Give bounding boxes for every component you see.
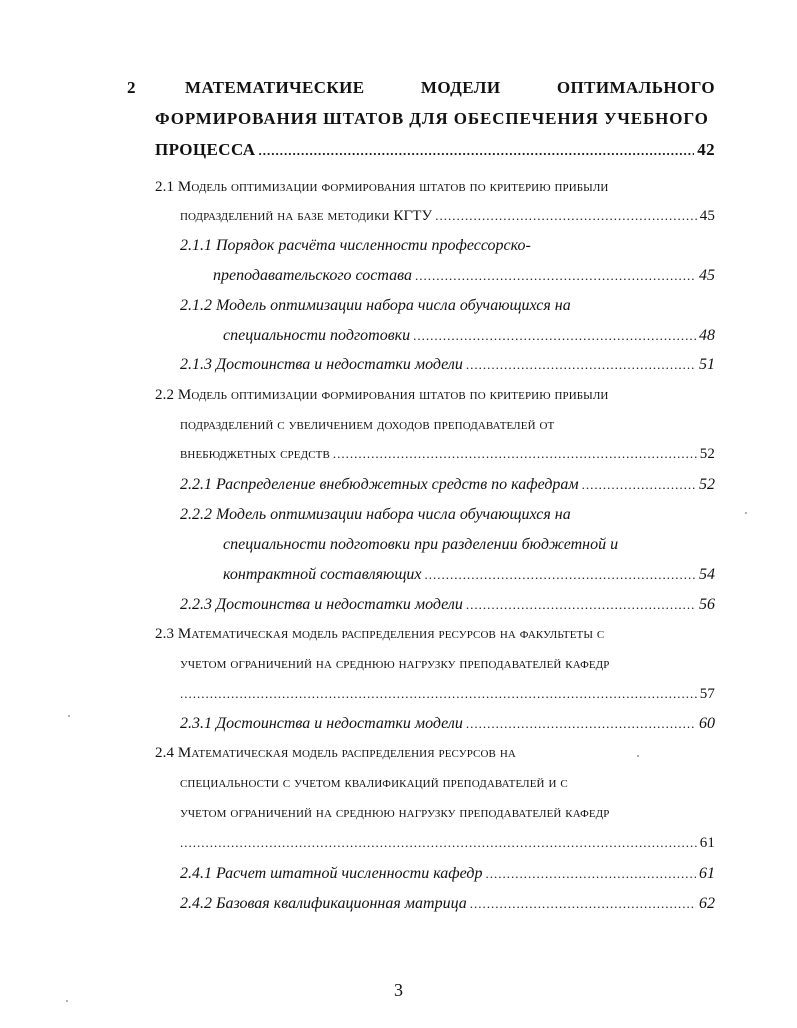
dot-leader: [435, 209, 697, 222]
section-2-3-entry[interactable]: [180, 687, 715, 702]
dot-leader: [180, 687, 697, 700]
section-title: учетом ограничений на среднюю нагрузку преподавателей кафедр: [180, 805, 610, 821]
dot-leader: [333, 447, 697, 460]
subsection-title: 2.1.3 Достоинства и недостатки модели: [180, 356, 463, 373]
dot-leader: [582, 478, 696, 491]
subsection-2-2-3-entry[interactable]: [180, 597, 715, 613]
subsection-2-1-3-entry[interactable]: [180, 357, 715, 373]
subsection-title: специальности подготовки: [223, 327, 411, 344]
dot-leader: [415, 269, 696, 282]
page-ref: 60: [699, 715, 715, 732]
subsection-2-1-2-entry[interactable]: [223, 328, 715, 344]
scan-speck: [637, 755, 639, 757]
page-ref: 52: [699, 476, 715, 493]
dot-leader: [413, 329, 696, 342]
subsection-2-1-2-line-1[interactable]: [180, 298, 571, 314]
chapter-title-word-2: МОДЕЛИ: [420, 78, 501, 97]
subsection-title: контрактной составляющих: [223, 566, 422, 583]
section-title: 2.4 Математическая модель распределения ресурсов на: [155, 745, 516, 761]
chapter-2-entry[interactable]: [155, 141, 715, 158]
subsection-2-2-2-line-2[interactable]: [223, 537, 618, 553]
chapter-2-title-line-1: [185, 79, 715, 96]
page-ref: 61: [699, 865, 715, 882]
subsection-title: 2.1.2 Модель оптимизации набора числа обучающихся на: [180, 297, 571, 314]
page-ref: 54: [699, 566, 715, 583]
section-2-1-line-1[interactable]: [155, 180, 608, 195]
chapter-number: 2: [127, 78, 136, 97]
subsection-2-1-1-entry[interactable]: [213, 268, 715, 284]
page-number: 3: [394, 980, 403, 1000]
page-ref: 42: [697, 140, 715, 159]
subsection-title: преподавательского состава: [213, 267, 412, 284]
chapter-title-line-2: ФОРМИРОВАНИЯ ШТАТОВ ДЛЯ ОБЕСПЕЧЕНИЯ УЧЕБНОГО: [155, 109, 709, 128]
section-2-2-line-2[interactable]: [180, 418, 554, 433]
chapter-2-title-line-2: [155, 110, 715, 127]
dot-leader: [466, 358, 696, 371]
page-ref: 45: [699, 208, 715, 224]
section-title: внебюджетных средств: [180, 446, 330, 462]
chapter-title-line-3: ПРОЦЕССА: [155, 140, 256, 159]
subsection-title: 2.1.1 Порядок расчёта численности профессорско-: [180, 237, 531, 254]
dot-leader: [470, 897, 696, 910]
page-ref: 62: [699, 895, 715, 912]
subsection-title: специальности подготовки при разделении бюджетной и: [223, 536, 619, 553]
section-2-4-entry[interactable]: [180, 836, 715, 851]
section-2-1-entry[interactable]: [180, 209, 715, 224]
section-2-4-line-3[interactable]: [180, 806, 610, 821]
page-ref: 57: [699, 686, 715, 702]
section-title: 2.2 Модель оптимизации формирования штатов по критерию прибыли: [155, 387, 609, 403]
subsection-title: 2.2.2 Модель оптимизации набора числа обучающихся на: [180, 506, 571, 523]
chapter-title-word-3: ОПТИМАЛЬНОГО: [556, 78, 715, 97]
dot-leader: [485, 867, 696, 880]
subsection-title: 2.4.2 Базовая квалификационная матрица: [180, 895, 467, 912]
subsection-title: 2.2.3 Достоинства и недостатки модели: [180, 596, 463, 613]
dot-leader: [466, 717, 696, 730]
page-ref: 51: [699, 356, 715, 373]
section-title: 2.3 Математическая модель распределения ресурсов на факультеты с: [155, 626, 605, 642]
section-2-4-line-1[interactable]: [155, 746, 516, 761]
scan-speck: [68, 715, 70, 717]
subsection-2-1-1-line-1[interactable]: [180, 238, 531, 254]
page-ref: 56: [699, 596, 715, 613]
subsection-2-2-2-entry[interactable]: [223, 567, 715, 583]
chapter-2-number: [127, 79, 136, 96]
dot-leader: [425, 568, 696, 581]
page-ref: 52: [699, 446, 715, 462]
page-ref: 45: [699, 267, 715, 284]
subsection-2-4-1-entry[interactable]: [180, 866, 715, 882]
dot-leader: [466, 598, 696, 611]
scan-speck: [745, 512, 747, 514]
subsection-2-3-1-entry[interactable]: [180, 716, 715, 732]
subsection-title: 2.4.1 Расчет штатной численности кафедр: [180, 865, 483, 882]
subsection-2-2-2-line-1[interactable]: [180, 507, 571, 523]
section-title: подразделений на базе методики КГТУ: [180, 208, 433, 224]
page-ref: 61: [699, 835, 715, 851]
section-2-2-line-1[interactable]: [155, 388, 608, 403]
section-title: учетом ограничений на среднюю нагрузку преподавателей кафедр: [180, 656, 610, 672]
section-title: подразделений с увеличением доходов преподавателей от: [180, 417, 555, 433]
section-2-2-entry[interactable]: [180, 447, 715, 462]
section-title: 2.1 Модель оптимизации формирования штатов по критерию прибыли: [155, 179, 609, 195]
scan-speck: [66, 1000, 68, 1002]
section-2-3-line-1[interactable]: [155, 627, 604, 642]
section-title: специальности с учетом квалификаций преподавателей и с: [180, 775, 568, 791]
chapter-title-word-1: МАТЕМАТИЧЕСКИЕ: [185, 78, 365, 97]
section-2-4-line-2[interactable]: [180, 776, 568, 791]
section-2-3-line-2[interactable]: [180, 657, 610, 672]
subsection-title: 2.3.1 Достоинства и недостатки модели: [180, 715, 463, 732]
dot-leader: [258, 144, 694, 157]
page-ref: 48: [699, 327, 715, 344]
subsection-title: 2.2.1 Распределение внебюджетных средств по кафедрам: [180, 476, 579, 493]
dot-leader: [180, 836, 697, 849]
subsection-2-4-2-entry[interactable]: [180, 896, 715, 912]
subsection-2-2-1-entry[interactable]: [180, 477, 715, 493]
